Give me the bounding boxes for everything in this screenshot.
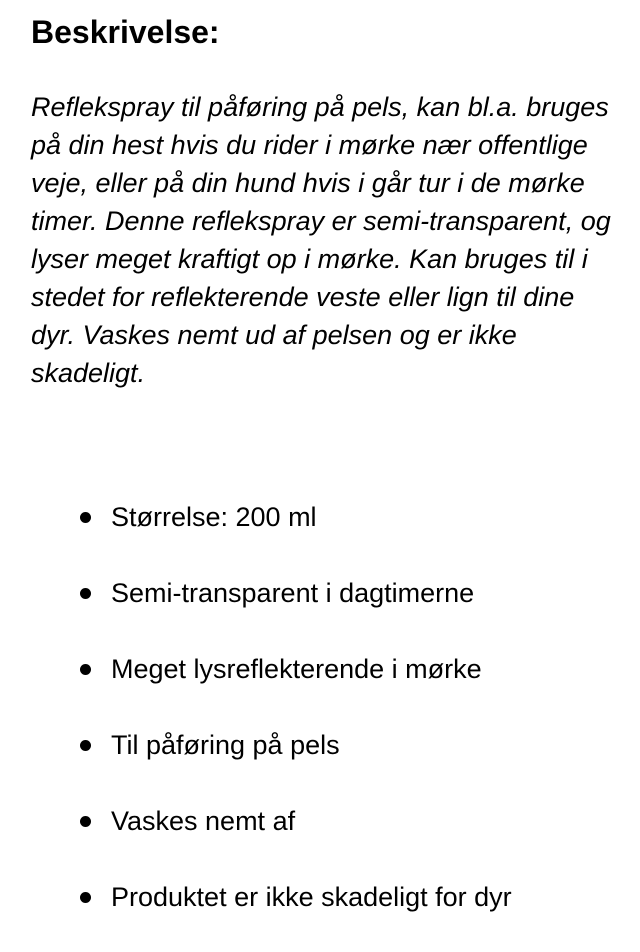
feature-text: Semi-transparent i dagtimerne [111, 578, 475, 608]
bullet-icon [80, 664, 91, 675]
bullet-icon [80, 588, 91, 599]
feature-text: Produktet er ikke skadeligt for dyr [111, 882, 512, 912]
feature-text: Størrelse: 200 ml [111, 502, 317, 532]
section-heading: Beskrivelse: [31, 14, 220, 50]
bullet-icon [80, 816, 91, 827]
bullet-icon [80, 892, 91, 903]
feature-item [0, 876, 640, 952]
product-description: Reflekspray til påføring på pels, kan bl.a. bruges på din hest hvis du rider i mørke nær offentlige veje, eller på din hund hvis i går tur i de mørke timer. Denne reflekspray er semi-transparent, og lyser meget kraftigt op i mørke. Kan bruges til i stedet for reflekterende veste eller lign til dine dyr. Vaskes nemt ud af pelsen og er ikke skadeligt. [31, 92, 611, 388]
feature-item [0, 572, 640, 648]
feature-item [0, 496, 640, 572]
feature-list [0, 496, 640, 952]
feature-text: Vaskes nemt af [111, 806, 296, 836]
bullet-icon [80, 512, 91, 523]
bullet-icon [80, 740, 91, 751]
feature-item [0, 648, 640, 724]
feature-text: Til påføring på pels [111, 730, 340, 760]
feature-item [0, 724, 640, 800]
feature-item [0, 800, 640, 876]
feature-text: Meget lysreflekterende i mørke [111, 654, 482, 684]
